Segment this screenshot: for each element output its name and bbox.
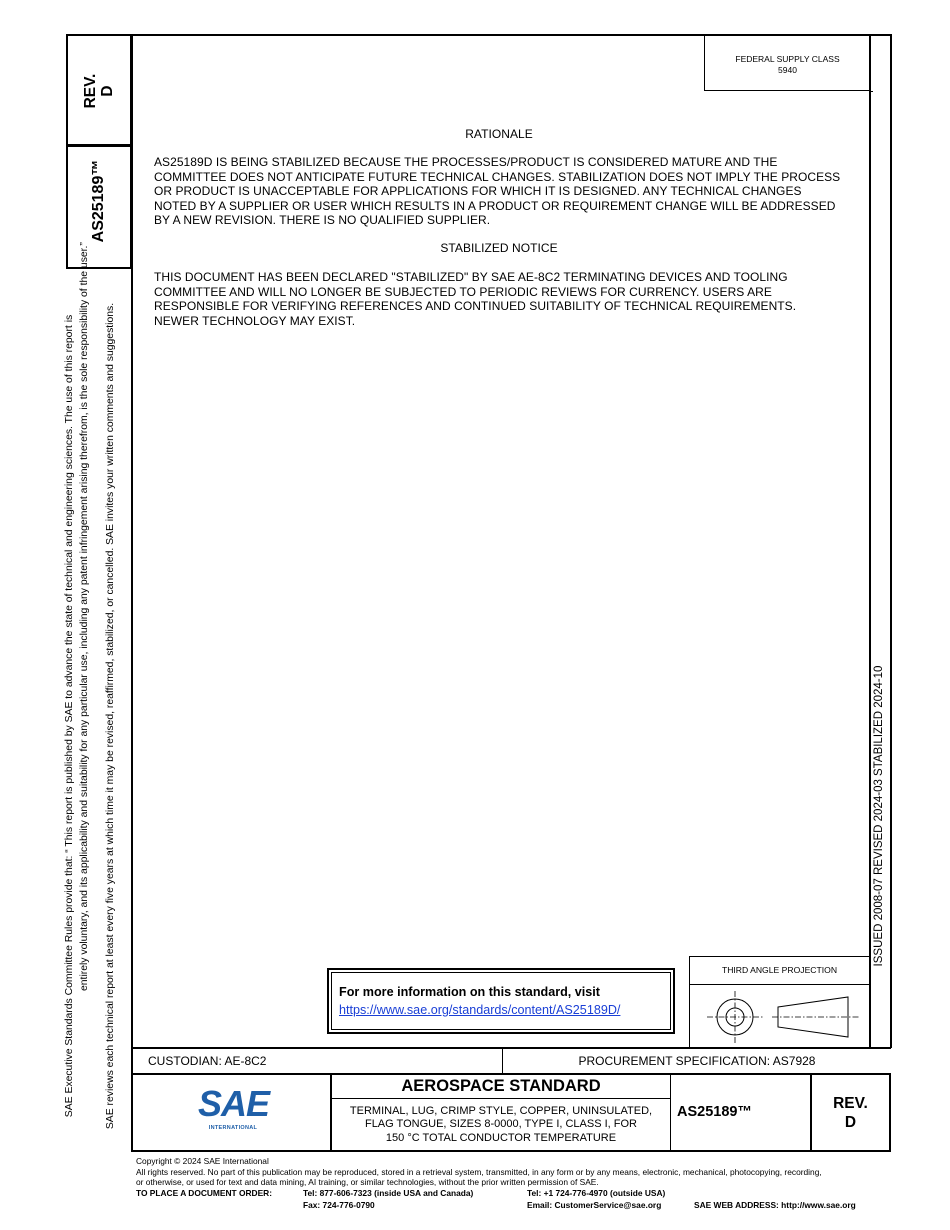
footer-tel-us: Tel: 877-606-7323 (inside USA and Canada)	[303, 1187, 474, 1198]
custodian-cell	[131, 1048, 503, 1073]
frame-outer-right-line	[890, 34, 892, 1048]
footer-order-label: TO PLACE A DOCUMENT ORDER:	[136, 1187, 273, 1198]
standard-type: AEROSPACE STANDARD	[401, 1077, 601, 1095]
rev-label: REV.	[82, 73, 99, 109]
footer-rights-2: or otherwise, or used for text and data mining, AI training, or similar technologies, without the prior written permission of SAE.	[136, 1177, 599, 1188]
title-line-2: FLAG TONGUE, SIZES 8-0000, TYPE I, CLASS I, FOR	[364, 1118, 638, 1131]
standard-title-cell	[332, 1074, 671, 1152]
supply-class-number: 5940	[778, 65, 797, 75]
rationale-heading: RATIONALE	[465, 127, 533, 141]
doc-number: AS25189™	[677, 1104, 752, 1120]
frame-left-line	[131, 34, 133, 1152]
footer	[136, 1156, 926, 1211]
rationale-text: AS25189D IS BEING STABILIZED BECAUSE THE PROCESSES/PRODUCT IS CONSIDERED MATURE AND THE COMMITTEE DOES NOT ANTICIPATE FUTURE TECHNICAL CHANGES. STABILIZATION DOES NOT IMPLY THE PROCESS OR PRODUCT IS UNACCEPTABLE FOR APPLICATIONS FOR WHICH IT IS DESIGNED. ANY TECHNICAL CHANGES NOTED BY A SUPPLIER OR USER WHICH RESULTS IN A PRODUCT OR REQUIREMENT CHANGE WILL BE ADDRESSED BY A NEW REVISION. THERE IS NO QUALIFIED SUPPLIER.	[154, 155, 841, 228]
footer-tel-intl: Tel: +1 724-776-4970 (outside USA)	[527, 1187, 666, 1198]
standard-link[interactable]: https://www.sae.org/standards/content/AS25189D/	[339, 1003, 621, 1017]
left-disclaimer-line-3: SAE reviews each technical report at least every five years at which time it may be revised, reaffirmed, stabilized, or cancelled. SAE invites your written comments and suggestions.	[105, 302, 116, 1130]
doc-number-tab	[66, 145, 132, 269]
title-line-1: TERMINAL, LUG, CRIMP STYLE, COPPER, UNINSULATED,	[349, 1105, 653, 1117]
stabilized-notice-heading: STABILIZED NOTICE	[440, 241, 558, 255]
document-dates: ISSUED 2008-07 REVISED 2024-03 STABILIZED 2024-10	[873, 665, 885, 967]
projection-box	[689, 956, 870, 1048]
footer-rights-1: All rights reserved. No part of this publication may be reproduced, stored in a retrieval system, transmitted, in any form or by any means, electronic, mechanical, photocopying, recording,	[136, 1166, 822, 1177]
sae-logo-subtitle: INTERNATIONAL	[208, 1125, 258, 1131]
rev-cell-label: REV.	[833, 1095, 868, 1112]
standard-title	[332, 1105, 670, 1145]
supply-class-tail	[869, 91, 873, 92]
doc-number-cell	[671, 1074, 812, 1152]
procurement-cell	[503, 1048, 891, 1073]
rev-letter: D	[99, 85, 116, 97]
supply-class-label: FEDERAL SUPPLY CLASS	[735, 54, 840, 64]
rev-cell-letter: D	[844, 1114, 857, 1131]
projection-label: THIRD ANGLE PROJECTION	[721, 965, 838, 975]
stabilized-notice-text: THIS DOCUMENT HAS BEEN DECLARED "STABILIZED" BY SAE AE-8C2 TERMINATING DEVICES AND TOOLING COMMITTEE AND WILL NO LONGER BE SUBJECTED TO PERIODIC REVIEWS FOR CURRENCY. USERS ARE RESPONSIBLE FOR VERIFYING REFERENCES AND CONTINUED SUITABILITY OF TECHNICAL REQUIREMENTS. NEWER TECHNOLOGY MAY EXIST.	[154, 270, 797, 328]
footer-web-address[interactable]: SAE WEB ADDRESS: http://www.sae.org	[694, 1199, 856, 1210]
left-disclaimer-line-1: SAE Executive Standards Committee Rules provide that: “ This report is published by SAE to advance the state of technical and engineering sciences. The use of this report is	[64, 314, 75, 1118]
procurement-text: PROCUREMENT SPECIFICATION: AS7928	[578, 1054, 816, 1068]
info-box	[327, 968, 675, 1034]
title-line-3: 150 °C TOTAL CONDUCTOR TEMPERATURE	[385, 1131, 617, 1144]
rev-tab	[66, 34, 132, 146]
third-angle-projection-icon	[694, 989, 866, 1045]
footer-copyright: Copyright © 2024 SAE International	[136, 1156, 269, 1166]
footer-fax: Fax: 724-776-0790	[303, 1199, 375, 1210]
left-disclaimer-line-2: entirely voluntary, and its applicability and suitability for any particular use, including any patent infringement arising therefrom, is the sole responsibility of the user.”	[79, 242, 90, 991]
info-box-heading: For more information on this standard, visit	[339, 985, 600, 999]
sae-logo	[198, 1083, 270, 1136]
doc-number-vertical: AS25189™	[90, 159, 107, 243]
sae-logo-mark: SAE	[198, 1083, 270, 1124]
supply-class-box	[704, 34, 870, 91]
footer-email[interactable]: Email: CustomerService@sae.org	[527, 1199, 662, 1210]
custodian-text: CUSTODIAN: AE-8C2	[148, 1054, 267, 1068]
logo-cell	[131, 1074, 332, 1152]
rev-cell	[812, 1074, 891, 1152]
